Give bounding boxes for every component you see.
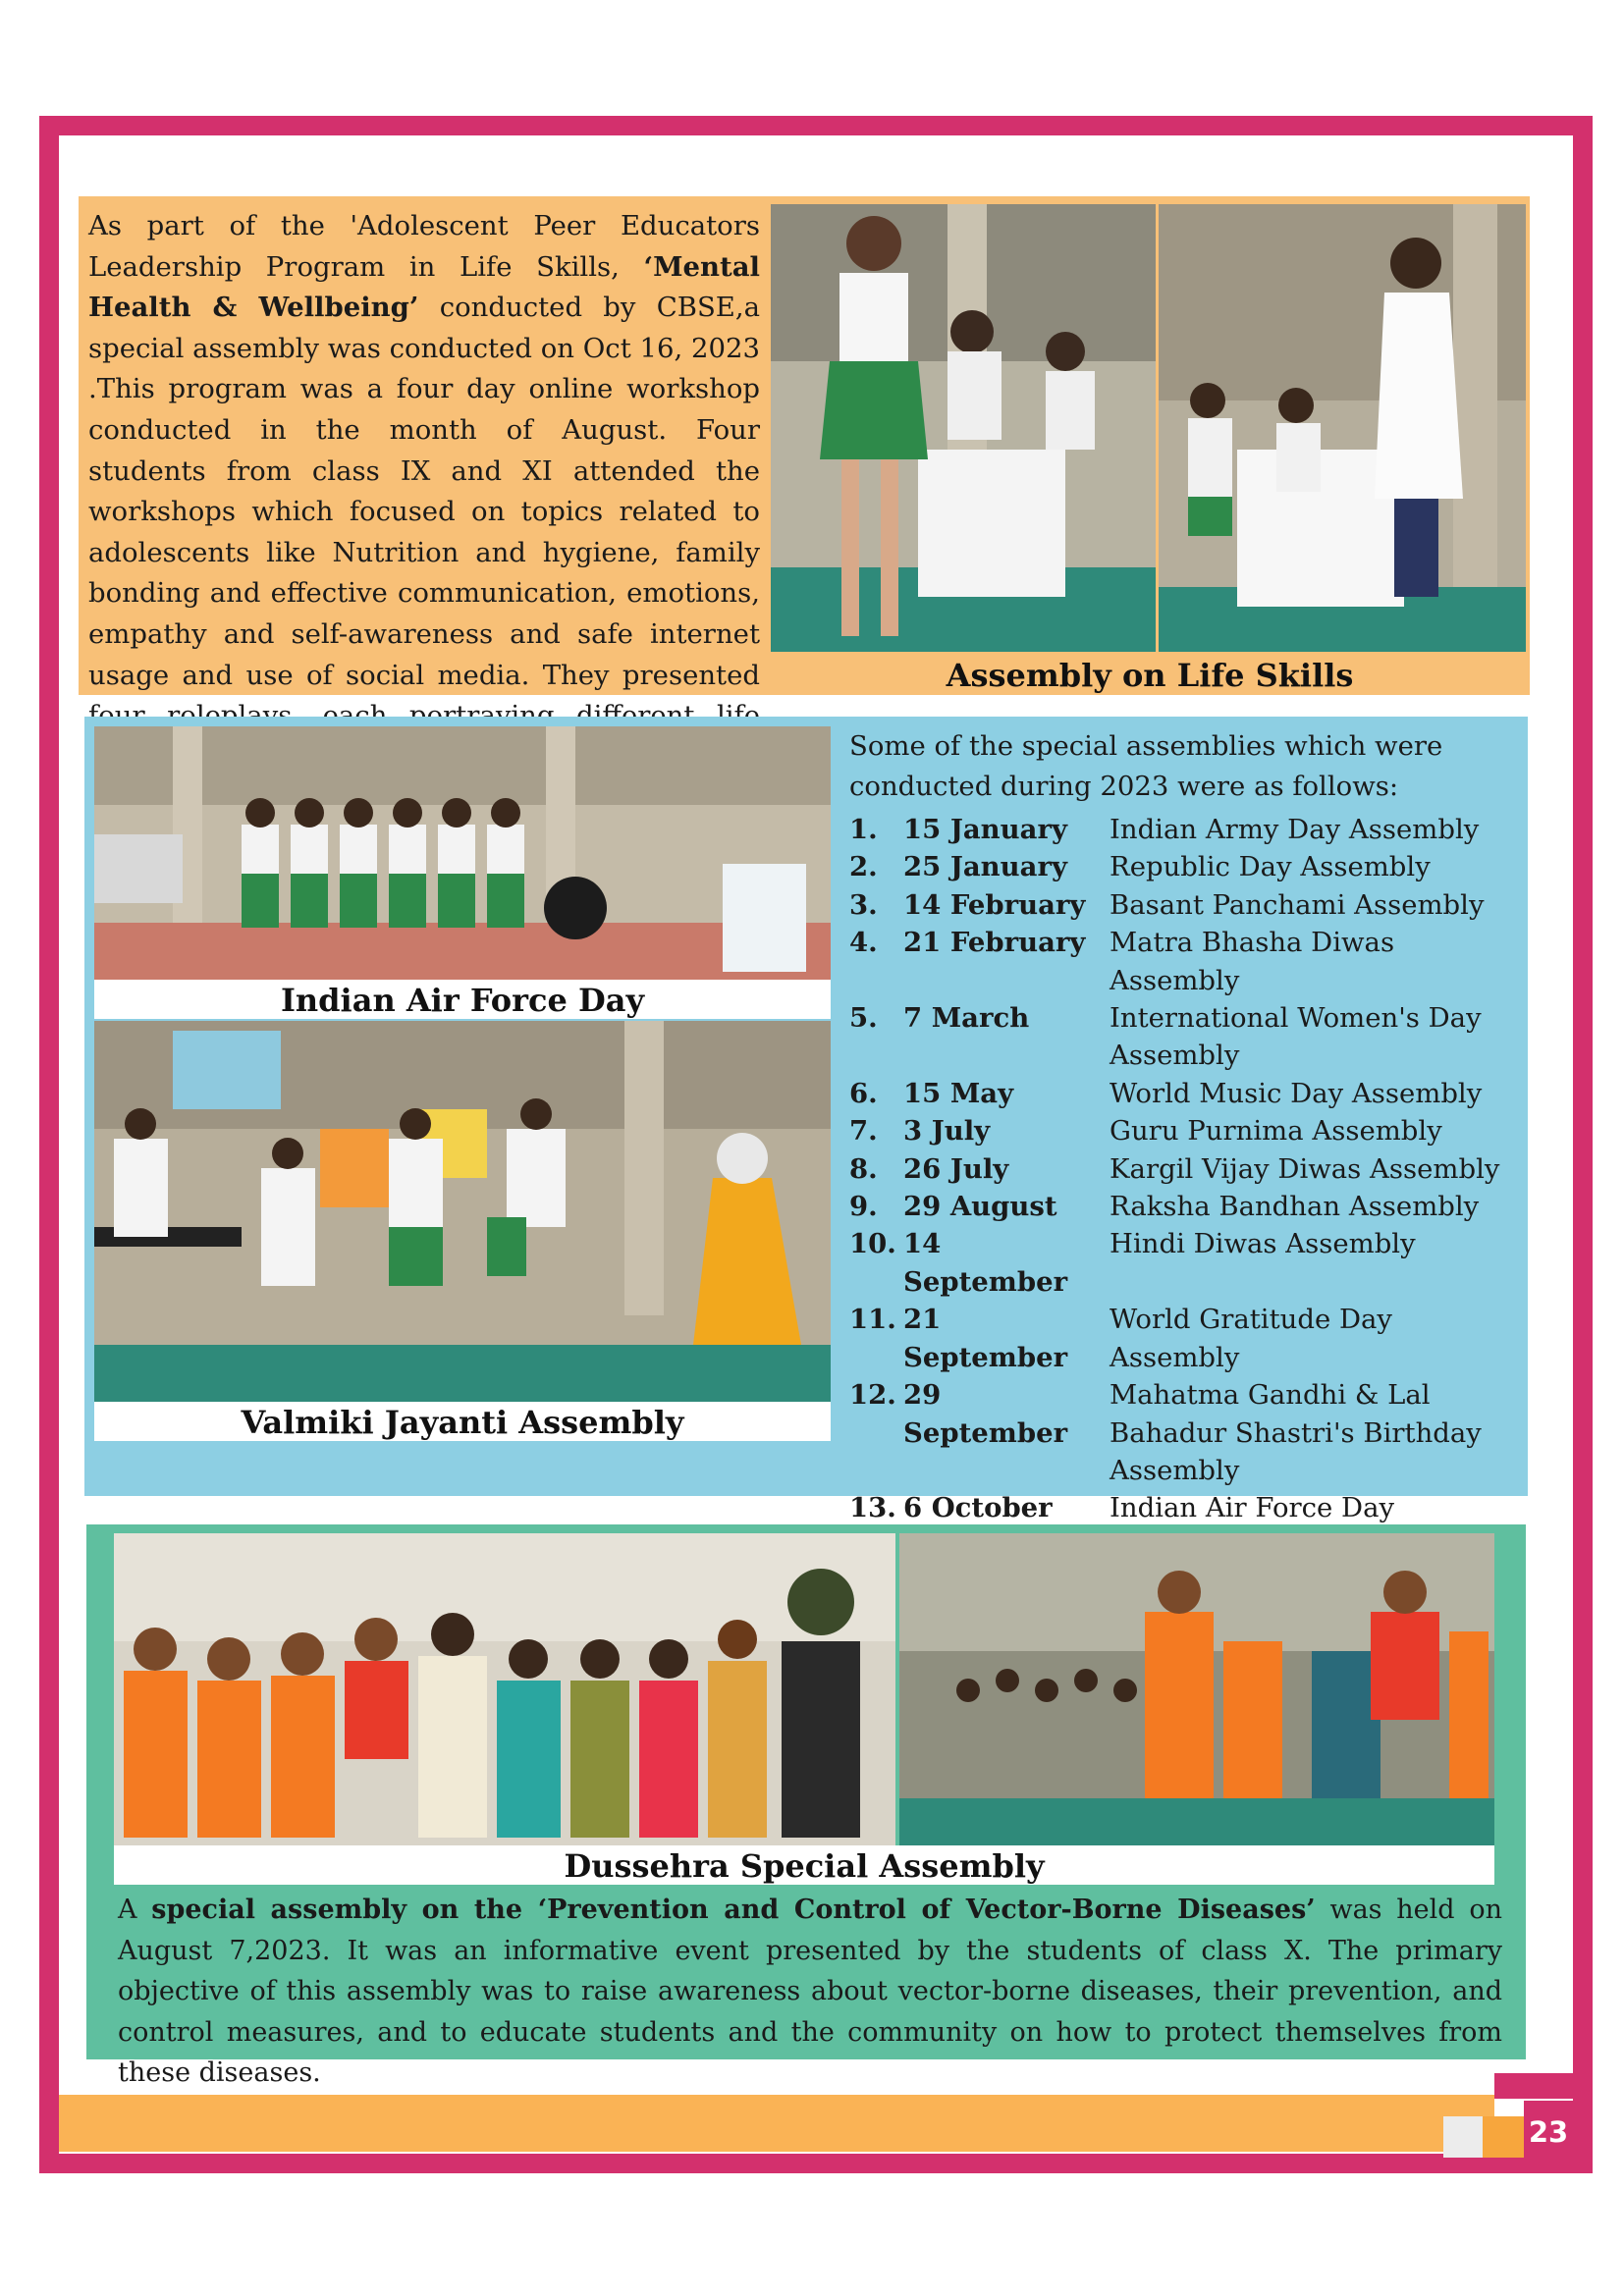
caption-air-force-day: Indian Air Force Day (94, 980, 831, 1019)
assembly-row (849, 1376, 1527, 1489)
assembly-name: World Gratitude Day Assembly (1110, 1304, 1392, 1373)
assembly-name: Kargil Vijay Diwas Assembly (1110, 1152, 1500, 1185)
assembly-num: 8. (849, 1152, 878, 1185)
assembly-date: 15 January (903, 814, 1067, 845)
assembly-name: Guru Purnima Assembly (1110, 1115, 1442, 1148)
assembly-num: 13. (849, 1492, 896, 1524)
assembly-name: World Music Day Assembly (1110, 1077, 1483, 1109)
assembly-row (849, 1301, 1527, 1376)
assembly-num: 3. (849, 888, 878, 921)
assembly-name: Matra Bhasha Diwas Assembly (1110, 927, 1395, 996)
footer-accent (1494, 2073, 1573, 2099)
assembly-date: 3 July (903, 1115, 991, 1148)
assembly-date: 7 March (903, 1002, 1030, 1035)
assembly-date: 29 August (903, 1191, 1057, 1223)
assembly-date: 21 September (903, 1304, 1068, 1373)
assembly-row (849, 848, 1527, 885)
assembly-row (849, 811, 1527, 848)
assembly-num: 7. (849, 1115, 878, 1148)
assembly-row (849, 1225, 1527, 1301)
assembly-row (849, 886, 1527, 924)
photo-dussehra-group (114, 1533, 895, 1845)
vector-borne-paragraph: A special assembly on the ‘Prevention and Control of Vector-Borne Diseases’ was held on August 7,2023. It was an informative event presented by the students of class X. The primary objective of this assembly was to raise awareness about vector-borne diseases, their prevention, and control measures, and to educate students and the community on how to protect themselves from these diseases. (118, 1895, 1502, 2088)
footer-square-grey (1443, 2116, 1483, 2158)
assembly-date: 15 May (903, 1077, 1014, 1109)
assembly-num: 2. (849, 851, 878, 883)
assembly-name: International Women's Day Assembly (1110, 1002, 1482, 1072)
assembly-name: Raksha Bandhan Assembly (1110, 1191, 1480, 1223)
assembly-num: 12. (849, 1379, 896, 1412)
footer-square-orange (1483, 2116, 1524, 2158)
assembly-name: Basant Panchami Assembly (1110, 888, 1485, 921)
photo-dussehra-stage (899, 1533, 1494, 1845)
assembly-name: Hindi Diwas Assembly (1110, 1228, 1416, 1260)
assembly-row (849, 999, 1527, 1075)
assembly-name: Republic Day Assembly (1110, 851, 1431, 883)
assembly-date: 14 September (903, 1228, 1068, 1298)
assembly-row (849, 924, 1527, 999)
caption-life-skills: Assembly on Life Skills (946, 657, 1354, 694)
assemblies-intro: Some of the special assemblies which were conducted during 2023 were as follows: (849, 730, 1443, 802)
assembly-row (849, 1150, 1527, 1188)
assembly-name: Indian Air Force Day (1110, 1492, 1395, 1524)
assembly-num: 5. (849, 1002, 878, 1035)
page-number: 23 (1524, 2101, 1573, 2163)
photo-valmiki-jayanti (94, 1021, 831, 1402)
assembly-num: 11. (849, 1304, 896, 1336)
assembly-date: 29 September (903, 1379, 1068, 1449)
assembly-num: 9. (849, 1191, 878, 1223)
photo-air-force-day (94, 726, 831, 980)
assembly-date: 25 January (903, 851, 1067, 883)
photo-life-skills-speakers (771, 204, 1156, 652)
assembly-num: 1. (849, 814, 878, 845)
caption-dussehra: Dussehra Special Assembly (114, 1845, 1494, 1885)
assembly-num: 6. (849, 1077, 878, 1109)
life-skills-paragraph: As part of the 'Adolescent Peer Educators Leadership Program in Life Skills, ‘Mental Health & Wellbeing’ conducted by CBSE,a special assembly was conducted on Oct 16, 2023 .This program was a four day online workshop conducted in the month of August. Four students from class IX and XI attended the workshops which focused on topics related to adolescents like Nutrition and hygiene, family bonding and effective communication, emotions, empathy and self-awareness and safe internet usage and use of social media. They presented (88, 210, 761, 691)
assembly-name: Indian Army Day Assembly (1110, 814, 1480, 845)
assembly-date: 14 February (903, 888, 1086, 921)
assembly-num: 10. (849, 1228, 896, 1260)
assembly-row (849, 1188, 1527, 1225)
assembly-date: 6 October (903, 1492, 1053, 1524)
assembly-date: 26 July (903, 1152, 1009, 1185)
assembly-num: 4. (849, 927, 878, 959)
caption-valmiki-jayanti: Valmiki Jayanti Assembly (94, 1402, 831, 1441)
assembly-date: 21 February (903, 927, 1086, 959)
photo-life-skills-roleplay (1159, 204, 1526, 652)
assembly-row (849, 1112, 1527, 1149)
assembly-row (849, 1075, 1527, 1112)
footer-bar (59, 2095, 1494, 2152)
assembly-name: Mahatma Gandhi & Lal Bahadur Shastri's Birthday Assembly (1110, 1379, 1482, 1486)
